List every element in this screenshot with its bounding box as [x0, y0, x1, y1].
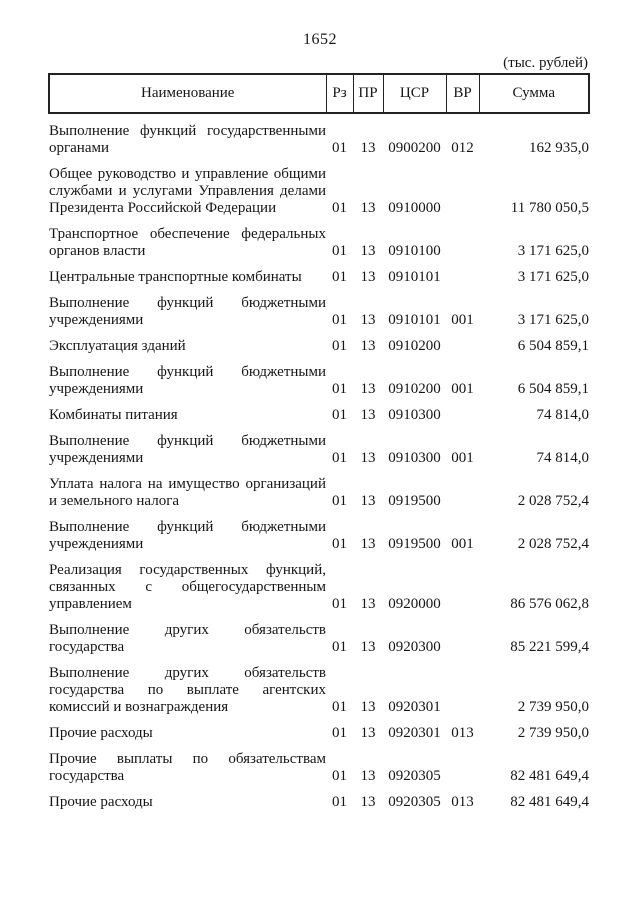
cell-sum: 85 221 599,4 — [510, 639, 589, 655]
cell-rz: 01 — [332, 243, 347, 259]
cell-csr: 0919500 — [388, 493, 441, 509]
cell-rz: 01 — [332, 725, 347, 741]
cell-csr: 0910300 — [388, 450, 441, 466]
cell-csr: 0920301 — [388, 699, 441, 715]
cell-csr: 0920000 — [388, 596, 441, 612]
cell-vr: 013 — [451, 725, 474, 741]
cell-vr: 001 — [451, 450, 474, 466]
cell-vr — [446, 217, 479, 260]
cell-pr: 13 — [360, 269, 376, 285]
cell-pr: 13 — [360, 794, 376, 810]
cell-csr: 0900200 — [388, 140, 441, 156]
cell-pr: 13 — [360, 312, 376, 328]
cell-pr: 13 — [360, 338, 376, 354]
cell-csr: 0910101 — [388, 269, 441, 285]
column-header-csr: ЦСР — [383, 74, 446, 113]
table-row — [49, 217, 589, 260]
table-row — [49, 286, 589, 329]
cell-pr: 13 — [360, 200, 376, 216]
page-number: 1652 — [303, 31, 337, 48]
cell-name: Эксплуатация зданий — [49, 338, 186, 354]
cell-rz: 01 — [332, 536, 347, 552]
cell-csr: 0910300 — [388, 407, 441, 423]
cell-rz: 01 — [332, 596, 347, 612]
table-row — [49, 467, 589, 510]
cell-pr: 13 — [360, 493, 376, 509]
cell-sum: 2 739 950,0 — [517, 699, 589, 715]
cell-sum: 3 171 625,0 — [517, 243, 589, 259]
table-row — [49, 398, 589, 424]
table-row — [49, 355, 589, 398]
cell-sum: 11 780 050,5 — [510, 200, 589, 216]
cell-rz: 01 — [332, 381, 347, 397]
cell-sum: 3 171 625,0 — [517, 269, 589, 285]
cell-pr: 13 — [360, 596, 376, 612]
cell-name: Выполнение функций бюджетными учреждениями — [49, 519, 326, 552]
table-row — [49, 329, 589, 355]
cell-pr: 13 — [360, 140, 376, 156]
cell-rz: 01 — [332, 768, 347, 784]
cell-sum: 74 814,0 — [536, 407, 589, 423]
cell-vr: 001 — [451, 536, 474, 552]
table-row — [49, 742, 589, 785]
cell-sum: 6 504 859,1 — [517, 381, 589, 397]
cell-sum: 162 935,0 — [529, 140, 589, 156]
cell-csr: 0919500 — [388, 536, 441, 552]
table-row — [49, 157, 589, 217]
table-header-row — [49, 74, 589, 113]
cell-name: Центральные транспортные комбинаты — [49, 269, 302, 285]
cell-rz: 01 — [332, 639, 347, 655]
cell-rz: 01 — [332, 312, 347, 328]
cell-name: Комбинаты питания — [49, 407, 178, 423]
cell-vr — [446, 157, 479, 217]
cell-rz: 01 — [332, 794, 347, 810]
cell-pr: 13 — [360, 536, 376, 552]
units-label: (тыс. рублей) — [503, 55, 588, 71]
cell-csr: 0910200 — [388, 338, 441, 354]
cell-csr: 0910000 — [388, 200, 441, 216]
table-row — [49, 553, 589, 613]
cell-vr: 013 — [451, 794, 474, 810]
cell-name: Выполнение других обязательств государства — [49, 622, 326, 655]
column-header-pr: ПР — [353, 74, 383, 113]
cell-vr — [446, 398, 479, 424]
table-row — [49, 613, 589, 656]
cell-rz: 01 — [332, 450, 347, 466]
cell-sum: 86 576 062,8 — [510, 596, 589, 612]
table-row — [49, 260, 589, 286]
cell-vr — [446, 553, 479, 613]
column-header-vr: ВР — [446, 74, 479, 113]
cell-vr: 012 — [451, 140, 474, 156]
cell-pr: 13 — [360, 243, 376, 259]
cell-name: Реализация государственных функций, связанных с общегосударственным управлением — [49, 562, 326, 612]
cell-name: Уплата налога на имущество организаций и земельного налога — [49, 476, 326, 509]
cell-pr: 13 — [360, 725, 376, 741]
table-row — [49, 424, 589, 467]
cell-vr — [446, 260, 479, 286]
cell-vr — [446, 742, 479, 785]
cell-vr — [446, 467, 479, 510]
cell-csr: 0910101 — [388, 312, 441, 328]
table-body — [49, 113, 589, 811]
cell-name: Прочие расходы — [49, 794, 153, 810]
cell-sum: 74 814,0 — [536, 450, 589, 466]
cell-sum: 2 028 752,4 — [517, 536, 589, 552]
cell-pr: 13 — [360, 699, 376, 715]
cell-vr: 001 — [451, 381, 474, 397]
cell-name: Общее руководство и управление общими службами и услугами Управления делами Президента Российской Федерации — [49, 166, 326, 216]
cell-name: Выполнение функций бюджетными учреждениями — [49, 295, 326, 328]
cell-csr: 0920300 — [388, 639, 441, 655]
cell-name: Выполнение функций бюджетными учреждениями — [49, 364, 326, 397]
table-row — [49, 656, 589, 716]
cell-sum: 3 171 625,0 — [517, 312, 589, 328]
cell-sum: 2 028 752,4 — [517, 493, 589, 509]
cell-vr — [446, 613, 479, 656]
cell-pr: 13 — [360, 381, 376, 397]
table-row — [49, 716, 589, 742]
cell-csr: 0920305 — [388, 794, 441, 810]
cell-pr: 13 — [360, 768, 376, 784]
column-header-rz: Рз — [326, 74, 353, 113]
cell-name: Выполнение функций государственными органами — [49, 123, 326, 156]
table-header — [49, 74, 589, 113]
cell-pr: 13 — [360, 407, 376, 423]
cell-rz: 01 — [332, 407, 347, 423]
cell-rz: 01 — [332, 699, 347, 715]
cell-name: Выполнение других обязательств государства по выплате агентских комиссий и вознаграждения — [49, 665, 326, 715]
cell-sum: 6 504 859,1 — [517, 338, 589, 354]
cell-vr — [446, 329, 479, 355]
cell-vr — [446, 656, 479, 716]
cell-rz: 01 — [332, 493, 347, 509]
cell-csr: 0910100 — [388, 243, 441, 259]
cell-csr: 0920301 — [388, 725, 441, 741]
cell-name: Прочие расходы — [49, 725, 153, 741]
cell-name: Транспортное обеспечение федеральных органов власти — [49, 226, 326, 259]
cell-rz: 01 — [332, 338, 347, 354]
cell-rz: 01 — [332, 200, 347, 216]
cell-rz: 01 — [332, 269, 347, 285]
table-row — [49, 510, 589, 553]
cell-sum: 82 481 649,4 — [510, 794, 589, 810]
cell-csr: 0920305 — [388, 768, 441, 784]
cell-csr: 0910200 — [388, 381, 441, 397]
cell-name: Выполнение функций бюджетными учреждениями — [49, 433, 326, 466]
cell-sum: 82 481 649,4 — [510, 768, 589, 784]
cell-pr: 13 — [360, 450, 376, 466]
cell-pr: 13 — [360, 639, 376, 655]
cell-rz: 01 — [332, 140, 347, 156]
table-row — [49, 113, 589, 157]
cell-name: Прочие выплаты по обязательствам государства — [49, 751, 326, 784]
column-header-name: Наименование — [49, 74, 326, 113]
table-row — [49, 785, 589, 811]
budget-table — [48, 73, 590, 811]
cell-sum: 2 739 950,0 — [517, 725, 589, 741]
column-header-sum: Сумма — [479, 74, 589, 113]
cell-vr: 001 — [451, 312, 474, 328]
